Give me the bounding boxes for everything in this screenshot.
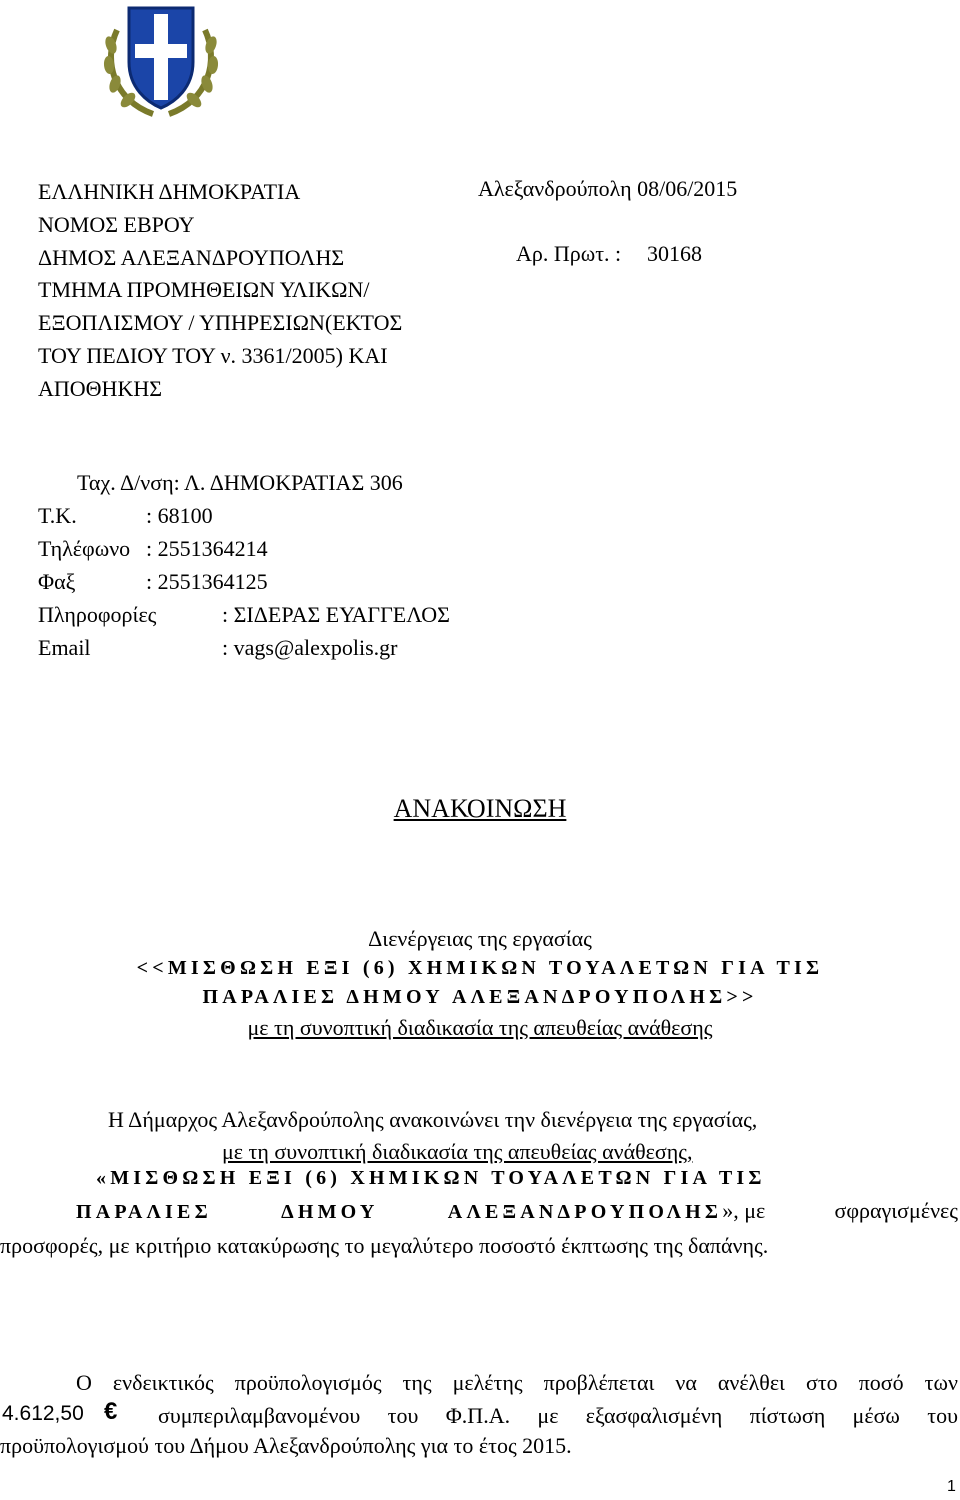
p2-w2: ενδεικτικός — [112, 1370, 214, 1395]
body-p2-line-2 — [158, 1403, 958, 1429]
p2-w11: των — [924, 1370, 958, 1395]
p2-w3: προϋπολογισμός — [234, 1370, 382, 1395]
p2-l2-w8: του — [927, 1403, 958, 1428]
p2-w7: να — [675, 1370, 697, 1395]
p1-word-sealed: σφραγισμένες — [834, 1198, 958, 1223]
subject-line-2: ΠΑΡΑΛΙΕΣ ΔΗΜΟΥ ΑΛΕΞΑΝΔΡΟΥΠΟΛΗΣ>> — [202, 986, 758, 1008]
p2-l2-w7: μέσω — [852, 1403, 900, 1428]
p2-w8: ανέλθει — [717, 1370, 785, 1395]
header-line-municipality: ΔΗΜΟΣ ΑΛΕΞΑΝΔΡΟΥΠΟΛΗΣ — [38, 244, 345, 270]
p2-w6: προβλέπεται — [543, 1370, 655, 1395]
p2-l2-w2: του — [387, 1403, 419, 1428]
info-value: : ΣΙΔΕΡΑΣ ΕΥΑΓΓΕΛΟΣ — [222, 602, 450, 627]
authority-header — [38, 176, 402, 406]
header-line-department-4: ΑΠΟΘΗΚΗΣ — [38, 375, 163, 401]
postal-code-value: : 68100 — [146, 503, 213, 528]
body-p1-line-3: «ΜΙΣΘΩΣΗ ΕΞΙ (6) ΧΗΜΙΚΩΝ ΤΟΥΑΛΕΤΩΝ ΓΙΑ ΤΙΣ — [96, 1167, 766, 1189]
phone-label: Τηλέφωνο — [38, 536, 131, 561]
header-line-department-3: ΤΟΥ ΠΕΔΙΟΥ ΤΟΥ ν. 3361/2005) ΚΑΙ — [38, 342, 388, 368]
p1-word-municipality: ΔΗΜΟΥ — [281, 1201, 379, 1223]
body-p2-line-3: προϋπολογισμού του Δήμου Αλεξανδρούπολης για το έτος 2015. — [0, 1433, 572, 1458]
body-p1-line-4 — [76, 1198, 958, 1224]
body-p1-line-2: με τη συνοπτική διαδικασία της απευθείας ανάθεσης, — [222, 1139, 693, 1164]
announcement-title: ΑΝΑΚΟΙΝΩΣΗ — [393, 794, 567, 823]
p2-l2-w1: συμπεριλαμβανομένου — [158, 1403, 361, 1428]
body-p1-line-1: Η Δήμαρχος Αλεξανδρούπολης ανακοινώνει την διενέργεια της εργασίας, — [108, 1107, 758, 1132]
page-number: 1 — [947, 1478, 956, 1495]
euro-icon: € — [104, 1398, 118, 1425]
p2-w1: Ο — [76, 1370, 92, 1395]
subject-procedure: με τη συνοπτική διαδικασία της απευθείας ανάθεσης — [247, 1015, 713, 1040]
header-line-prefecture: ΝΟΜΟΣ ΕΒΡΟΥ — [38, 211, 195, 237]
info-label: Πληροφορίες — [38, 602, 157, 627]
subject-intro: Διενέργειας της εργασίας — [368, 926, 592, 951]
p2-w9: στο — [805, 1370, 838, 1395]
p1-word-beaches: ΠΑΡΑΛΙΕΣ — [76, 1201, 212, 1223]
body-p1-line-5: προσφορές, με κριτήριο κατακύρωσης το μεγαλύτερο ποσοστό έκπτωσης της δαπάνης. — [0, 1233, 769, 1258]
p2-l2-w6: πίστωση — [749, 1403, 826, 1428]
p1-word-city-group — [448, 1198, 765, 1224]
fax-value: : 2551364125 — [146, 569, 268, 594]
email-label: Email — [38, 635, 91, 660]
protocol-label: Αρ. Πρωτ. : — [516, 241, 622, 266]
p2-l2-w4: με — [537, 1403, 559, 1428]
p1-word-with: », με — [722, 1198, 766, 1223]
postal-code-label: Τ.Κ. — [38, 503, 77, 528]
fax-label: Φαξ — [38, 569, 76, 594]
p2-w4: της — [402, 1370, 432, 1395]
phone-value: : 2551364214 — [146, 536, 268, 561]
header-line-republic: ΕΛΛΗΝΙΚΗ ΔΗΜΟΚΡΑΤΙΑ — [38, 179, 301, 204]
contact-address: Ταχ. Δ/νση: Λ. ΔΗΜΟΚΡΑΤΙΑΣ 306 — [77, 470, 403, 495]
header-line-department-1: ΤΜΗΜΑ ΠΡΟΜΗΘΕΙΩΝ ΥΛΙΚΩΝ/ — [38, 277, 370, 303]
coat-of-arms-emblem — [95, 0, 227, 120]
p2-l2-w3: Φ.Π.Α. — [445, 1403, 511, 1428]
p2-w10: ποσό — [858, 1370, 904, 1395]
document-date: Αλεξανδρούπολη 08/06/2015 — [478, 176, 738, 201]
p2-l2-w5: εξασφαλισμένη — [585, 1403, 723, 1428]
email-value[interactable]: : vags@alexpolis.gr — [222, 635, 398, 660]
body-p2-line-1 — [76, 1370, 958, 1396]
header-line-department-2: ΕΞΟΠΛΙΣΜΟΥ / ΥΠΗΡΕΣΙΩΝ(ΕΚΤΟΣ — [38, 310, 403, 336]
subject-line-1: <<ΜΙΣΘΩΣΗ ΕΞΙ (6) ΧΗΜΙΚΩΝ ΤΟΥΑΛΕΤΩΝ ΓΙΑ ΤΙΣ — [136, 957, 824, 979]
protocol-number: 30168 — [647, 241, 702, 266]
p1-word-city: ΑΛΕΞΑΝΔΡΟΥΠΟΛΗΣ — [447, 1201, 723, 1223]
p2-w5: μελέτης — [452, 1370, 523, 1395]
budget-amount: 4.612,50 — [2, 1402, 84, 1425]
